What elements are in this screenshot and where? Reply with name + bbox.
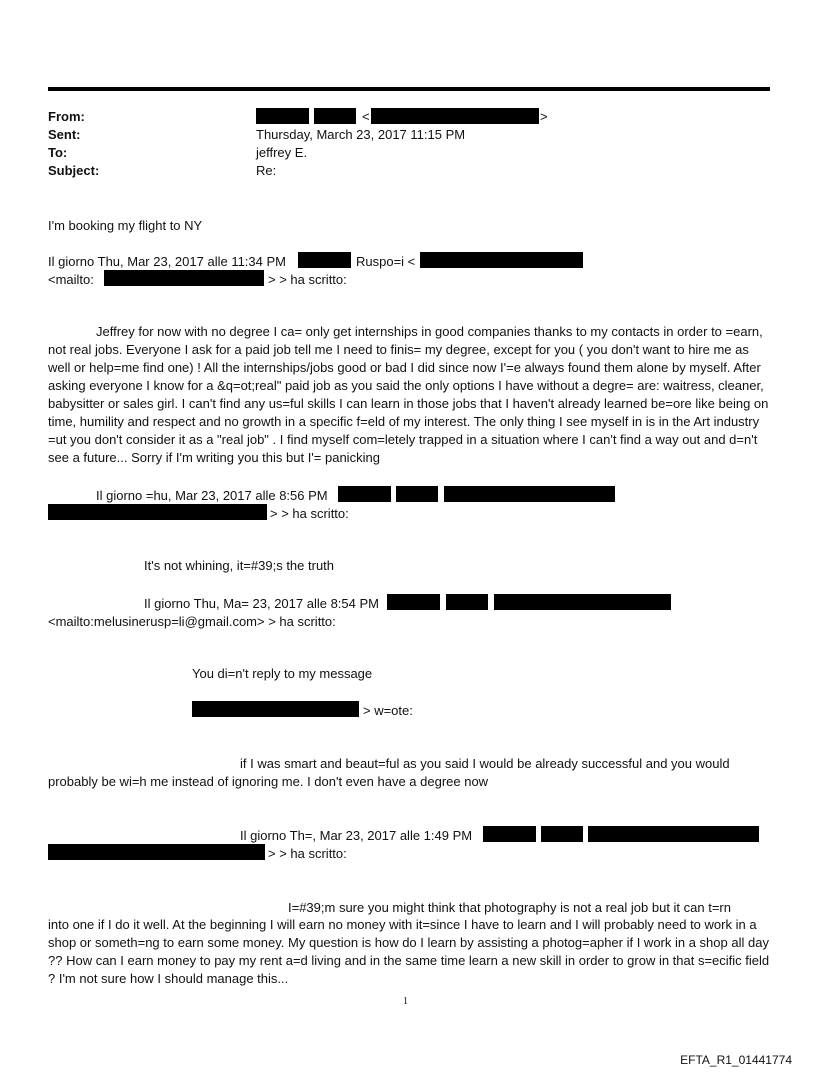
sent-label: Sent: (48, 127, 81, 142)
quote-header-1a: Il giorno Thu, Mar 23, 2017 alle 11:34 PM (48, 254, 286, 269)
quote-header-4b: > > ha scritto: (268, 846, 347, 861)
redaction-block (387, 594, 440, 610)
quote-header-3a: Il giorno Thu, Ma= 23, 2017 alle 8:54 PM (144, 596, 379, 611)
redaction-block (494, 594, 671, 610)
quote-header-2a: Il giorno =hu, Mar 23, 2017 alle 8:56 PM (96, 488, 328, 503)
whining-line: It's not whining, it=#39;s the truth (144, 558, 335, 573)
page-number: 1 (403, 996, 408, 1007)
smart-line-2: probably be wi=h me instead of ignoring me. I don't even have a degree now (48, 774, 489, 789)
subject-value: Re: (256, 163, 277, 178)
from-label: From: (48, 109, 85, 124)
message-paragraph: Jeffrey for now with no degree I ca= only get internships in good companies thanks to my contacts in order to =earn, not real jobs. Everyone I ask for a paid job tell me I need to finis= my degree, except for you ( you don't want to hire me as well or help=me find one) ! All the internships/jobs good or bad I did since now I'=e always found them alone by myself. After asking everyone I know for a &q=ot;real" paid job as you said the only options I have without a degre= are: waitress, cleaner, babysitter or sales girl. I can't find any us=ful skills I can learn in those jobs that I haven't already learned be=ore like being on time, humility and respect and no growth in a specific f=eld of my interest. The only thing I see myself in is in the Art industry =ut you don't consider it as a "real job" . I find myself com=letely trapped in a situation where I can't find a way out and d=n't see a future... Sorry if I'm writing you this but I'= panicking (48, 324, 769, 465)
from-close-bracket: > (540, 109, 548, 124)
to-value: jeffrey E. (256, 145, 308, 160)
quote-header-1d: > > ha scritto: (268, 272, 347, 287)
redaction-block (446, 594, 488, 610)
redaction-block (338, 486, 391, 502)
quote-header-4a: Il giorno Th=, Mar 23, 2017 alle 1:49 PM (240, 828, 473, 843)
sent-value: Thursday, March 23, 2017 11:15 PM (256, 127, 466, 142)
booking-line: I'm booking my flight to NY (48, 218, 203, 233)
redaction-block (104, 270, 264, 286)
photo-paragraph: into one if I do it well. At the beginning I will earn no money with it=since I have to learn and I will probably need to work in a shop or someth=ng to earn some money. My question is how do I learn by assisting a photog=apher if I work in a shop all day ?? How can I earn money to pay my rent a=d living and in the same time learn a new skill in order to grow in that s=ecific field ? I'm not sure how I should manage this... (48, 917, 770, 986)
redaction-block (396, 486, 438, 502)
redaction-block (48, 844, 265, 860)
quote-header-2b: > > ha scritto: (270, 506, 349, 521)
redaction-block (483, 826, 536, 842)
redaction-block (314, 108, 356, 124)
photo-line-1: I=#39;m sure you might think that photography is not a real job but it can t=rn (288, 900, 731, 915)
header-divider (48, 87, 770, 91)
to-label: To: (48, 145, 68, 160)
redaction-block (192, 701, 359, 717)
subject-label: Subject: (48, 163, 100, 178)
redaction-block (298, 252, 351, 268)
redaction-block (444, 486, 615, 502)
redaction-block (541, 826, 583, 842)
redaction-block (588, 826, 759, 842)
redaction-block (371, 108, 539, 124)
smart-line-1: if I was smart and beaut=ful as you said I would be already successful and you would (240, 756, 730, 771)
reply-line: You di=n't reply to my message (192, 666, 373, 681)
from-open-bracket: < (362, 109, 370, 124)
quote-header-3b: <mailto:melusinerusp=li@gmail.com> > ha scritto: (48, 614, 336, 629)
quote-header-1c: <mailto: (48, 272, 94, 287)
redaction-block (420, 252, 583, 268)
redaction-block (48, 504, 267, 520)
quote-header-1b: Ruspo=i < (356, 254, 416, 269)
wrote-line: > w=ote: (363, 703, 413, 718)
document-id: EFTA_R1_01441774 (680, 1053, 792, 1067)
redaction-block (256, 108, 309, 124)
